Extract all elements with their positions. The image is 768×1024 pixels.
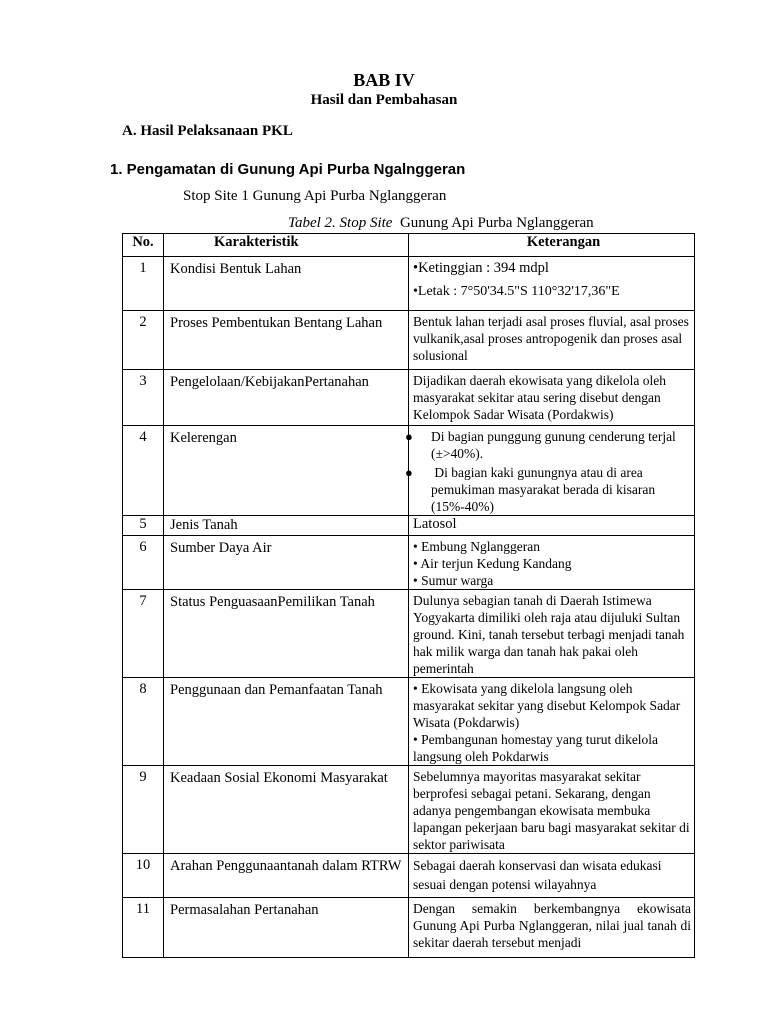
table-row bbox=[123, 854, 695, 898]
row-karakteristik: Keadaan Sosial Ekonomi Masyarakat bbox=[164, 766, 409, 854]
bullet-icon: ● bbox=[405, 465, 413, 480]
row-number: 7 bbox=[123, 590, 164, 678]
row-karakteristik: Proses Pembentukan Bentang Lahan bbox=[164, 311, 409, 370]
table-row bbox=[123, 370, 695, 426]
row-keterangan bbox=[409, 516, 695, 536]
stop-site-table bbox=[122, 233, 695, 958]
ket-line: Sebelumnya mayoritas masyarakat sekitar berprofesi sebagai petani. Sekarang, dengan adanya pengembangan ekowisata membuka lapangan pekerjaan baru bagi masyarakat sekitar di sektor pariwisata bbox=[413, 769, 690, 852]
ket-line: Sebagai daerah konservasi dan wisata edukasi sesuai dengan potensi wilayahnya bbox=[413, 858, 662, 892]
row-number: 6 bbox=[123, 536, 164, 590]
ket-line: • Air terjun Kedung Kandang bbox=[413, 556, 572, 571]
ket-line: Latosol bbox=[413, 516, 457, 532]
table-row bbox=[123, 311, 695, 370]
row-number: 2 bbox=[123, 311, 164, 370]
table-row bbox=[123, 536, 695, 590]
row-number: 8 bbox=[123, 678, 164, 766]
ket-line: Di bagian punggung gunung cenderung terjal (±>40%). bbox=[431, 429, 676, 461]
row-keterangan bbox=[409, 766, 695, 854]
row-karakteristik: Permasalahan Pertanahan bbox=[164, 898, 409, 958]
bullet-icon: ● bbox=[405, 429, 413, 444]
ket-line: • Ekowisata yang dikelola langsung oleh masyarakat sekitar yang disebut Kelompok Sadar Wisata (Pokdarwis) bbox=[413, 681, 681, 730]
chapter-heading: BAB IV bbox=[353, 70, 415, 90]
ket-line: Dijadikan daerah ekowisata yang dikelola oleh masyarakat sekitar atau sering disebut dengan Kelompok Sadar Wisata (Pordakwis) bbox=[413, 373, 667, 422]
ket-line: Dulunya sebagian tanah di Daerah Istimewa Yogyakarta dimiliki oleh raja atau dijuluki Sultan ground. Kini, tanah tersebut terbagi menjadi tanah hak milik warga dan tanah hak pakai oleh pemerintah bbox=[413, 593, 685, 676]
row-karakteristik: Sumber Daya Air bbox=[164, 536, 409, 590]
row-karakteristik: Status PenguasaanPemilikan Tanah bbox=[164, 590, 409, 678]
chapter-subtitle: Hasil dan Pembahasan bbox=[310, 92, 458, 108]
ket-line: • Embung Nglanggeran bbox=[413, 539, 540, 554]
row-karakteristik: Kondisi Bentuk Lahan bbox=[164, 257, 409, 311]
list-item bbox=[405, 428, 691, 462]
row-number: 11 bbox=[123, 898, 164, 958]
row-number: 10 bbox=[123, 854, 164, 898]
row-karakteristik: Kelerengan bbox=[164, 426, 409, 516]
ket-line: •Letak : 7°50'34.5"S 110°32'17,36"E bbox=[413, 284, 620, 299]
table-row bbox=[123, 516, 695, 536]
row-number: 3 bbox=[123, 370, 164, 426]
row-karakteristik: Penggunaan dan Pemanfaatan Tanah bbox=[164, 678, 409, 766]
list-item bbox=[405, 464, 691, 515]
row-keterangan bbox=[409, 257, 695, 311]
row-keterangan bbox=[405, 426, 695, 516]
header-no: No. bbox=[123, 234, 164, 257]
row-karakteristik: Pengelolaan/KebijakanPertanahan bbox=[164, 370, 409, 426]
table-caption-rest: Gunung Api Purba Nglanggeran bbox=[392, 215, 594, 231]
row-karakteristik: Arahan Penggunaantanah dalam RTRW bbox=[164, 854, 409, 898]
table-row bbox=[123, 590, 695, 678]
row-number: 4 bbox=[123, 426, 164, 516]
header-karakteristik: Karakteristik bbox=[164, 234, 409, 257]
row-keterangan bbox=[409, 678, 695, 766]
table-header-row bbox=[123, 234, 695, 257]
table-row bbox=[123, 678, 695, 766]
row-number: 9 bbox=[123, 766, 164, 854]
table-row bbox=[123, 766, 695, 854]
ket-line: Dengan semakin berkembangnya ekowisata Gunung Api Purba Nglanggeran, nilai jual tanah di sekitar daerah tersebut menjadi bbox=[413, 901, 691, 950]
row-number: 5 bbox=[123, 516, 164, 536]
row-keterangan bbox=[409, 370, 695, 426]
row-keterangan bbox=[409, 898, 695, 958]
row-keterangan bbox=[409, 311, 695, 370]
table-row bbox=[123, 898, 695, 958]
row-keterangan bbox=[409, 536, 695, 590]
row-number: 1 bbox=[123, 257, 164, 311]
row-keterangan bbox=[409, 854, 695, 898]
ket-line: Di bagian kaki gunungnya atau di area pemukiman masyarakat berada di kisaran (15%-40%) bbox=[431, 465, 659, 514]
stop-site-label: Stop Site 1 Gunung Api Purba Nglanggeran bbox=[183, 188, 447, 204]
table-caption bbox=[288, 215, 594, 232]
section-heading: A. Hasil Pelaksanaan PKL bbox=[122, 123, 293, 139]
table-row bbox=[123, 257, 695, 311]
table-row bbox=[123, 426, 695, 516]
ket-line: • Sumur warga bbox=[413, 573, 494, 588]
ket-line: • Pembangunan homestay yang turut dikelola langsung oleh Pokdarwis bbox=[413, 732, 659, 764]
ket-line: •Ketinggian : 394 mdpl bbox=[413, 260, 549, 276]
row-karakteristik: Jenis Tanah bbox=[164, 516, 409, 536]
ket-line: Bentuk lahan terjadi asal proses fluvial, asal proses vulkanik,asal proses antropogenik dan proses asal solusional bbox=[413, 314, 689, 363]
subsection-heading: 1. Pengamatan di Gunung Api Purba Ngalnggeran bbox=[110, 161, 466, 178]
table-caption-italic: Tabel 2. Stop Site bbox=[288, 215, 393, 231]
row-keterangan bbox=[409, 590, 695, 678]
header-keterangan: Keterangan bbox=[409, 234, 695, 257]
